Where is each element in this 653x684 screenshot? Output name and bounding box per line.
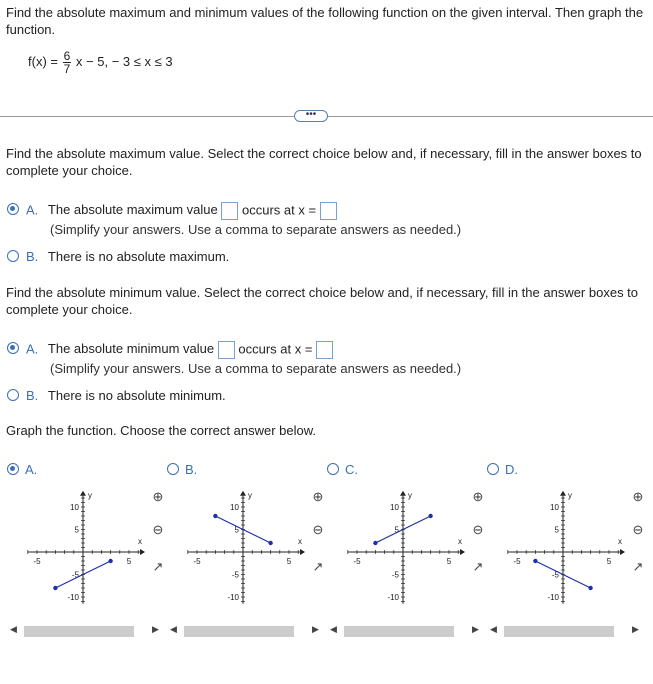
- y-label-5: 5: [74, 525, 79, 535]
- graph-option-4-zoom-in-icon[interactable]: ⊕: [632, 489, 644, 504]
- endpoint-end: [268, 541, 272, 545]
- y-label-neg5: -5: [71, 570, 79, 580]
- y-axis-arrow: [240, 491, 246, 496]
- fraction-denominator: 7: [63, 62, 71, 76]
- graph-option-4-popout-icon[interactable]: ↗: [632, 559, 644, 574]
- graph-prompt: Graph the function. Choose the correct answer below.: [6, 423, 317, 438]
- function-suffix: x − 5, − 3 ≤ x ≤ 3: [75, 53, 173, 69]
- graph-option-2-radio[interactable]: [167, 463, 179, 475]
- y-label-5: 5: [394, 525, 399, 535]
- min-option-a[interactable]: [26, 341, 333, 359]
- x-label-5: 5: [606, 557, 612, 566]
- scroll-right-icon[interactable]: ▶: [472, 624, 479, 634]
- more-button[interactable]: •••: [294, 110, 328, 122]
- graph-option-2-zoom-out-icon[interactable]: ⊖: [312, 522, 324, 537]
- graph-option-1-zoom-out-icon[interactable]: ⊖: [152, 522, 164, 537]
- graph-option-3-zoom-out-icon[interactable]: ⊖: [472, 522, 484, 537]
- y-label-neg10: -10: [227, 593, 239, 602]
- min-option-b-radio[interactable]: [7, 389, 19, 401]
- max-hint: (Simplify your answers. Use a comma to separate answers as needed.): [50, 222, 462, 237]
- x-label-5: 5: [126, 557, 132, 566]
- max-value-input[interactable]: [221, 202, 238, 220]
- max-option-a-radio[interactable]: [7, 203, 19, 215]
- endpoint-end: [428, 514, 432, 518]
- max-option-b[interactable]: [26, 249, 229, 264]
- x-axis-arrow: [460, 549, 465, 555]
- graph-option-4-scrollbar[interactable]: [490, 624, 640, 638]
- x-label-neg5: -5: [33, 557, 41, 566]
- graph-option-3-radio[interactable]: [327, 463, 339, 475]
- x-axis-label: x: [458, 537, 463, 546]
- x-axis-arrow: [300, 549, 305, 555]
- y-label-5: 5: [234, 525, 239, 535]
- max-x-input[interactable]: [320, 202, 337, 220]
- graph-option-3-zoom-in-icon[interactable]: ⊕: [472, 489, 484, 504]
- scroll-right-icon[interactable]: ▶: [312, 624, 319, 634]
- min-option-b-letter: B.: [26, 388, 39, 403]
- graph-option-2-zoom-in-icon[interactable]: ⊕: [312, 489, 324, 504]
- scroll-left-icon[interactable]: ◀: [10, 624, 17, 634]
- min-option-a-text1: The absolute minimum value: [47, 341, 215, 357]
- graph-option-1-letter: A.: [25, 462, 38, 477]
- endpoint-start: [53, 586, 57, 590]
- graph-option-4-letter: D.: [505, 462, 518, 477]
- graph-option-2-scrollbar[interactable]: [170, 624, 320, 638]
- graph-option-1-plot[interactable]: [26, 482, 141, 607]
- graph-option-2-popout-icon[interactable]: ↗: [312, 559, 324, 574]
- max-prompt: Find the absolute maximum value. Select the correct choice below and, if necessary, fill in the answer boxes to complete your choice.: [6, 146, 642, 178]
- y-axis-label: y: [88, 490, 92, 500]
- max-option-b-radio[interactable]: [7, 250, 19, 262]
- y-label-neg5: -5: [231, 570, 239, 580]
- x-label-5: 5: [286, 557, 292, 566]
- y-axis-arrow: [560, 491, 566, 496]
- y-label-10: 10: [70, 503, 79, 512]
- min-option-b-text: There is no absolute minimum.: [47, 388, 226, 403]
- endpoint-start: [213, 514, 217, 518]
- x-label-neg5: -5: [193, 557, 201, 566]
- min-hint: (Simplify your answers. Use a comma to separate answers as needed.): [50, 361, 462, 376]
- min-option-a-letter: A.: [26, 341, 39, 357]
- min-option-b[interactable]: [26, 388, 226, 403]
- x-axis-label: x: [298, 537, 303, 546]
- y-label-neg5: -5: [391, 570, 399, 580]
- min-option-a-text2: occurs at x =: [238, 341, 313, 357]
- graph-option-4-plot[interactable]: [506, 482, 621, 607]
- scroll-thumb[interactable]: [504, 626, 614, 637]
- scroll-right-icon[interactable]: ▶: [632, 624, 639, 634]
- graph-option-2-letter: B.: [185, 462, 198, 477]
- min-x-input[interactable]: [316, 341, 333, 359]
- graph-option-3-plot[interactable]: [346, 482, 461, 607]
- y-label-neg10: -10: [547, 593, 559, 602]
- scroll-thumb[interactable]: [24, 626, 134, 637]
- min-value-input[interactable]: [218, 341, 235, 359]
- graph-option-1-scrollbar[interactable]: [10, 624, 160, 638]
- function-fraction: [63, 50, 72, 75]
- y-axis-arrow: [80, 491, 86, 496]
- y-axis-label: y: [568, 490, 572, 500]
- x-axis-label: x: [138, 537, 143, 546]
- max-option-a-text1: The absolute maximum value: [47, 202, 218, 218]
- x-label-neg5: -5: [513, 557, 521, 566]
- x-label-neg5: -5: [353, 557, 361, 566]
- x-axis-arrow: [140, 549, 145, 555]
- y-axis-label: y: [408, 490, 412, 500]
- graph-option-1-radio[interactable]: [7, 463, 19, 475]
- scroll-left-icon[interactable]: ◀: [170, 624, 177, 634]
- min-option-a-radio[interactable]: [7, 342, 19, 354]
- graph-option-3-scrollbar[interactable]: [330, 624, 480, 638]
- y-axis-label: y: [248, 490, 252, 500]
- graph-option-1-popout-icon[interactable]: ↗: [152, 559, 164, 574]
- x-axis-arrow: [620, 549, 625, 555]
- max-option-a-text2: occurs at x =: [241, 202, 317, 218]
- graph-option-3-popout-icon[interactable]: ↗: [472, 559, 484, 574]
- max-option-a[interactable]: [26, 202, 337, 220]
- graph-option-3-letter: C.: [345, 462, 358, 477]
- graph-option-2-plot[interactable]: [186, 482, 301, 607]
- graph-option-4-radio[interactable]: [487, 463, 499, 475]
- fraction-numerator: 6: [63, 49, 71, 63]
- y-label-neg10: -10: [387, 593, 399, 602]
- max-option-a-letter: A.: [26, 202, 39, 218]
- y-label-neg10: -10: [67, 593, 79, 602]
- y-label-5: 5: [554, 525, 559, 535]
- y-label-10: 10: [550, 503, 559, 512]
- max-option-b-text: There is no absolute maximum.: [47, 249, 230, 264]
- endpoint-end: [588, 586, 592, 590]
- endpoint-start: [533, 559, 537, 563]
- question-text: Find the absolute maximum and minimum values of the following function on the given interval. Then graph the function.: [6, 5, 644, 37]
- function-prefix: f(x) =: [28, 53, 58, 69]
- y-label-neg5: -5: [551, 570, 559, 580]
- scroll-left-icon[interactable]: ◀: [490, 624, 497, 634]
- y-label-10: 10: [230, 503, 239, 512]
- min-prompt: Find the absolute minimum value. Select the correct choice below and, if necessary, fill in the answer boxes to complete your choice.: [6, 285, 639, 317]
- endpoint-end: [108, 559, 112, 563]
- graph-option-1-zoom-in-icon[interactable]: ⊕: [152, 489, 164, 504]
- endpoint-start: [373, 541, 377, 545]
- x-axis-label: x: [618, 537, 623, 546]
- scroll-thumb[interactable]: [184, 626, 294, 637]
- y-label-10: 10: [390, 503, 399, 512]
- scroll-left-icon[interactable]: ◀: [330, 624, 337, 634]
- y-axis-arrow: [400, 491, 406, 496]
- x-label-5: 5: [446, 557, 452, 566]
- function-expression: [28, 50, 173, 75]
- max-option-b-letter: B.: [26, 249, 39, 264]
- scroll-thumb[interactable]: [344, 626, 454, 637]
- graph-option-4-zoom-out-icon[interactable]: ⊖: [632, 522, 644, 537]
- scroll-right-icon[interactable]: ▶: [152, 624, 159, 634]
